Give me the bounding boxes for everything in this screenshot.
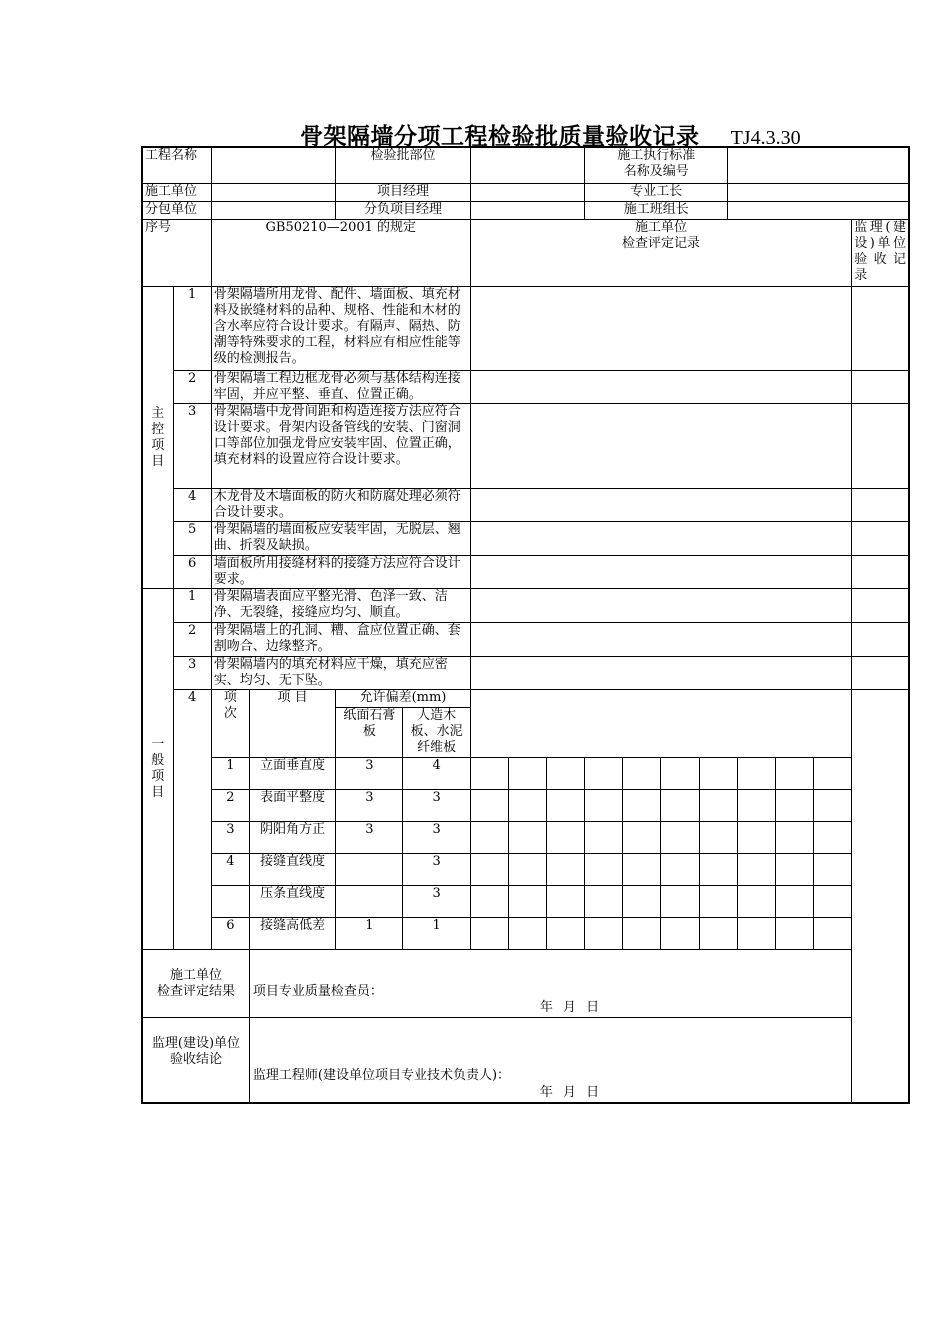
tolerance-item-header: 项 目 [249,690,335,758]
tolerance-row-item: 表面平整度 [249,790,335,822]
measure-cell[interactable] [585,822,623,854]
measure-cell[interactable] [814,790,852,822]
measure-cell[interactable] [623,822,661,854]
general-item-no: 3 [173,657,211,690]
main-item-supervision[interactable] [852,371,909,404]
tolerance-row-gypsum [336,854,403,886]
main-item-text: 骨架隔墙中龙骨间距和构造连接方法应符合设计要求。骨架内设备管线的安装、门窗洞口等部位加强龙骨应安装牢固、位置正确，填充材料的设置应符合设计要求。 [211,404,470,489]
measure-cell[interactable] [661,918,699,950]
general-item-no: 1 [173,589,211,623]
measure-cell[interactable] [737,854,775,886]
tolerance-wood-header: 人造木板、水泥纤维板 [403,708,470,758]
measure-cell[interactable] [623,758,661,790]
construction-unit-label: 施工单位 [142,184,211,202]
main-control-label: 主 控 项 目 [142,287,173,589]
foreman-cell [585,184,909,202]
tolerance-row-gypsum: 3 [336,790,403,822]
main-item-record[interactable] [470,371,851,404]
measure-cell[interactable] [585,918,623,950]
measure-cell[interactable] [814,822,852,854]
measure-cell[interactable] [699,758,737,790]
tolerance-row-item: 接缝直线度 [249,854,335,886]
foreman-label: 专业工长 [585,184,728,201]
tolerance-row-wood: 3 [403,854,470,886]
sub-unit-label: 分包单位 [142,202,211,220]
construction-record-header: 施工单位 检查评定记录 [470,220,851,287]
team-leader-cell [585,202,909,220]
construction-result-cell[interactable] [249,950,909,1018]
inspector-label: 项目专业质量检查员： [252,984,383,999]
measure-cell[interactable] [508,918,546,950]
main-item-text: 墙面板所用接缝材料的接缝方法应符合设计要求。 [211,556,470,589]
tolerance-row-gypsum: 3 [336,758,403,790]
main-item-supervision[interactable] [852,287,909,371]
measure-cell[interactable] [470,790,508,822]
main-item-record[interactable] [470,522,851,556]
measure-cell[interactable] [661,854,699,886]
measure-cell[interactable] [547,854,585,886]
main-item-text: 骨架隔墙所用龙骨、配件、墙面板、填充材料及嵌缝材料的品种、规格、性能和木材的含水率应符合设计要求。有隔声、隔热、防潮等特殊要求的工程，材料应有相应性能等级的检测报告。 [211,287,470,371]
general-label: 一 般 项 目 [142,589,173,950]
measure-cell[interactable] [585,854,623,886]
measure-cell[interactable] [585,886,623,918]
main-item-no: 1 [173,287,211,371]
main-item-no: 3 [173,404,211,489]
measure-cell[interactable] [547,822,585,854]
measure-cell[interactable] [470,758,508,790]
spec-header: GB50210—2001 的规定 [211,220,470,287]
batch-part-label: 检验批部位 [336,147,471,184]
measure-cell[interactable] [775,886,813,918]
construction-result-label: 施工单位 检查评定结果 [142,950,249,1018]
measure-cell[interactable] [508,758,546,790]
measure-cell[interactable] [623,886,661,918]
standard-label: 施工执行标准 名称及编号 [585,148,728,183]
supervision-conclusion-cell[interactable] [249,1018,909,1103]
measure-cell[interactable] [737,790,775,822]
main-item-no: 6 [173,556,211,589]
batch-part-value[interactable] [470,147,584,184]
standard-value[interactable] [728,148,908,183]
general-item-supervision[interactable] [852,657,909,690]
inspector-date: 年 月 日 [539,1000,603,1015]
tolerance-row-gypsum: 3 [336,822,403,854]
team-leader-value[interactable] [728,202,908,219]
tolerance-row-item: 接缝高低差 [249,918,335,950]
main-item-supervision[interactable] [852,404,909,489]
tolerance-row-item: 阴阳角方正 [249,822,335,854]
general-item-record[interactable] [470,657,851,690]
measure-cell[interactable] [508,886,546,918]
measure-cell[interactable] [623,790,661,822]
general-item-record[interactable] [470,589,851,623]
measure-cell[interactable] [547,918,585,950]
measure-cell[interactable] [737,822,775,854]
title-text: 骨架隔墙分项工程检验批质量验收记录 [300,123,700,150]
main-item-record[interactable] [470,287,851,371]
engineer-label: 监理工程师(建设单位项目专业技术负责人)： [252,1068,511,1083]
inspection-form [141,146,910,1104]
tolerance-row-no: 3 [211,822,249,854]
measure-cell[interactable] [699,854,737,886]
measure-cell[interactable] [585,790,623,822]
general-item-record[interactable] [470,623,851,657]
project-manager-value[interactable] [470,184,584,202]
measure-cell[interactable] [775,918,813,950]
measure-cell[interactable] [508,790,546,822]
measure-cell[interactable] [661,790,699,822]
tolerance-row-item: 立面垂直度 [249,758,335,790]
general-item-no: 2 [173,623,211,657]
tolerance-row-wood: 3 [403,886,470,918]
measure-cell[interactable] [661,822,699,854]
construction-unit-value[interactable] [211,184,335,202]
main-item-supervision[interactable] [852,489,909,522]
foreman-value[interactable] [728,184,908,201]
tolerance-allow-header: 允许偏差(mm) [336,690,471,708]
measure-cell[interactable] [775,758,813,790]
general-item-text: 骨架隔墙内的填充材料应干燥，填充应密实、均匀、无下坠。 [211,657,470,690]
measure-cell[interactable] [737,918,775,950]
main-item-supervision[interactable] [852,522,909,556]
measure-cell[interactable] [661,886,699,918]
tolerance-gypsum-header: 纸面石膏板 [336,708,403,758]
measure-cell[interactable] [775,854,813,886]
tolerance-row-wood: 3 [403,790,470,822]
measure-cell[interactable] [814,886,852,918]
measure-cell[interactable] [547,886,585,918]
form-code: TJ4.3.30 [730,127,801,149]
measure-cell[interactable] [775,790,813,822]
main-item-no: 2 [173,371,211,404]
main-item-text: 骨架隔墙工程边框龙骨必须与基体结构连接牢固，并应平整、垂直、位置正确。 [211,371,470,404]
main-item-no: 5 [173,522,211,556]
standard-cell [585,147,909,184]
measure-cell[interactable] [470,854,508,886]
tolerance-row-item: 压条直线度 [249,886,335,918]
measure-cell[interactable] [623,918,661,950]
main-item-record[interactable] [470,556,851,589]
main-item-no: 4 [173,489,211,522]
measure-cell[interactable] [699,822,737,854]
measure-cell[interactable] [470,918,508,950]
general-item-supervision[interactable] [852,589,909,623]
tolerance-row-no: 6 [211,918,249,950]
main-item-record[interactable] [470,489,851,522]
sub-manager-label: 分负项目经理 [336,202,471,220]
measure-cell[interactable] [585,758,623,790]
engineer-date: 年 月 日 [539,1085,603,1100]
tolerance-row-no: 4 [211,854,249,886]
measure-cell[interactable] [470,822,508,854]
tolerance-row-no [211,886,249,918]
measure-cell[interactable] [699,886,737,918]
measure-cell[interactable] [737,886,775,918]
main-item-text: 木龙骨及木墙面板的防火和防腐处理必须符合设计要求。 [211,489,470,522]
supervision-record-header: 监理(建设)单位验收记录 [852,220,909,287]
tolerance-seq-header: 项 次 [211,690,249,758]
measure-cell[interactable] [814,854,852,886]
measure-cell[interactable] [508,822,546,854]
measure-cell[interactable] [699,918,737,950]
tolerance-item-no: 4 [173,690,211,950]
measure-cell[interactable] [814,758,852,790]
seq-header: 序号 [142,220,211,287]
measure-cell[interactable] [814,918,852,950]
tolerance-row-wood: 1 [403,918,470,950]
general-item-text: 骨架隔墙表面应平整光滑、色泽一致、洁净、无裂缝，接缝应均匀、顺直。 [211,589,470,623]
measure-cell[interactable] [775,822,813,854]
measure-cell[interactable] [699,790,737,822]
measure-cell[interactable] [547,758,585,790]
main-item-text: 骨架隔墙的墙面板应安装牢固，无脱层、翘曲、折裂及缺损。 [211,522,470,556]
tolerance-row-wood: 3 [403,822,470,854]
supervision-conclusion-label: 监理(建设)单位 验收结论 [142,1018,249,1103]
measure-cell[interactable] [508,854,546,886]
tolerance-row-wood: 4 [403,758,470,790]
measure-cell[interactable] [547,790,585,822]
main-item-supervision[interactable] [852,556,909,589]
general-item-supervision[interactable] [852,623,909,657]
tolerance-row-no: 2 [211,790,249,822]
sub-unit-value[interactable] [211,202,335,220]
team-leader-label: 施工班组长 [585,202,728,219]
project-name-label: 工程名称 [142,147,211,184]
measure-cell[interactable] [737,758,775,790]
tolerance-row-gypsum: 1 [336,918,403,950]
project-name-value[interactable] [211,147,335,184]
tolerance-row-gypsum [336,886,403,918]
project-manager-label: 项目经理 [336,184,471,202]
general-item-text: 骨架隔墙上的孔洞、糟、盒应位置正确、套割吻合、边缘整齐。 [211,623,470,657]
sub-manager-value[interactable] [470,202,584,220]
tolerance-row-no: 1 [211,758,249,790]
measure-cell[interactable] [470,886,508,918]
main-item-record[interactable] [470,404,851,489]
measure-cell[interactable] [623,854,661,886]
tolerance-header-blank [470,690,851,758]
measure-cell[interactable] [661,758,699,790]
